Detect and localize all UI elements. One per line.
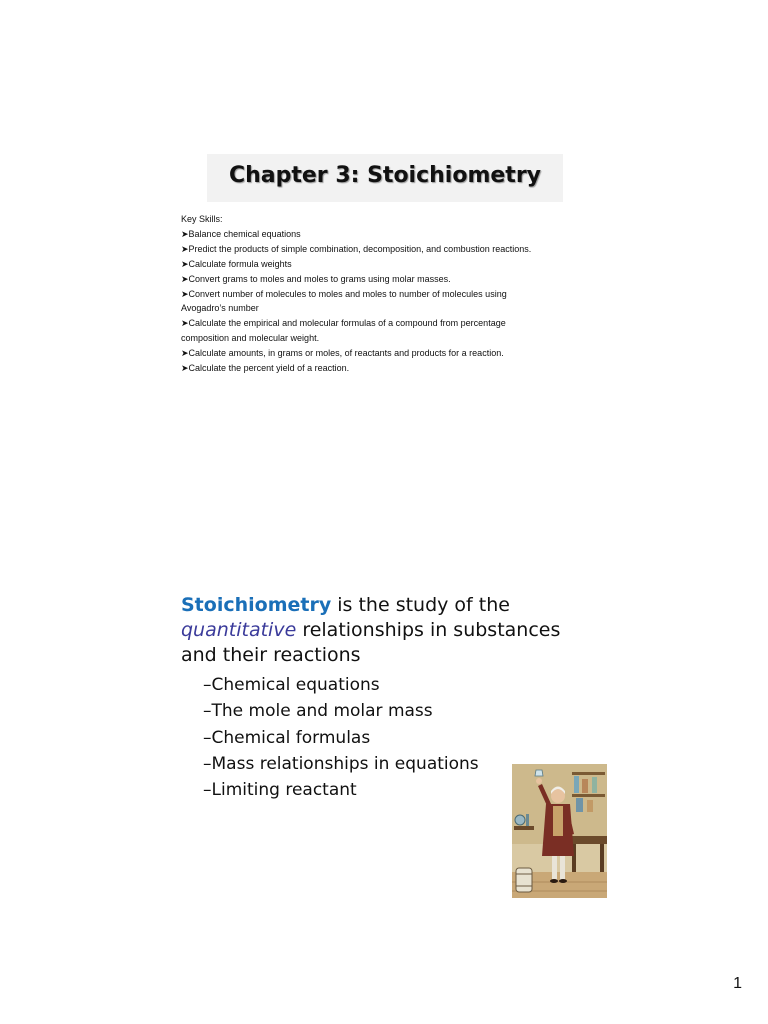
topics-list bbox=[203, 672, 503, 803]
emphasis-quantitative: quantitative bbox=[181, 619, 297, 641]
definition-text: relationships in substances and their reactions bbox=[181, 619, 561, 666]
topic-item: –Mass relationships in equations bbox=[203, 753, 479, 774]
skill-text: Calculate the percent yield of a reaction. bbox=[188, 363, 350, 374]
topic-item: –Chemical equations bbox=[203, 675, 380, 695]
skill-item bbox=[181, 257, 581, 272]
arrow-bullet-icon: ➤ bbox=[181, 348, 189, 359]
key-skills-list bbox=[181, 212, 581, 376]
key-skills-heading: Key Skills: bbox=[181, 214, 223, 224]
page-title: Chapter 3: Stoichiometry bbox=[228, 163, 542, 188]
skill-item-continuation: Avogadro’s number bbox=[181, 303, 259, 314]
skill-text: Convert grams to moles and moles to grams using molar masses. bbox=[188, 273, 451, 284]
definition-text: is the study of the bbox=[331, 594, 510, 616]
topic-item: –Chemical formulas bbox=[203, 727, 371, 748]
skill-item bbox=[181, 242, 581, 257]
arrow-bullet-icon: ➤ bbox=[181, 288, 189, 299]
page-number: 1 bbox=[733, 975, 742, 992]
chemist-illustration bbox=[512, 764, 607, 898]
skill-item bbox=[181, 227, 581, 242]
skill-text: Calculate formula weights bbox=[188, 258, 292, 269]
skill-item-continuation: composition and molecular weight. bbox=[181, 333, 320, 344]
skill-item bbox=[181, 361, 581, 376]
skill-text: Calculate the empirical and molecular formulas of a compound from percentage bbox=[188, 318, 506, 329]
skill-text: Balance chemical equations bbox=[188, 228, 301, 239]
skill-item bbox=[181, 272, 581, 287]
skill-text: Convert number of molecules to moles and moles to number of molecules using bbox=[188, 288, 507, 299]
definition-paragraph bbox=[181, 593, 601, 668]
term-stoichiometry: Stoichiometry bbox=[181, 594, 332, 616]
arrow-bullet-icon: ➤ bbox=[181, 273, 189, 284]
skill-item bbox=[181, 287, 581, 302]
skill-text: Predict the products of simple combination, decomposition, and combustion reactions. bbox=[188, 243, 532, 254]
arrow-bullet-icon: ➤ bbox=[181, 363, 189, 374]
skill-item bbox=[181, 346, 581, 361]
arrow-bullet-icon: ➤ bbox=[181, 318, 189, 329]
arrow-bullet-icon: ➤ bbox=[181, 228, 189, 239]
skill-text: Calculate amounts, in grams or moles, of reactants and products for a reaction. bbox=[188, 348, 504, 359]
topic-item: –The mole and molar mass bbox=[203, 701, 433, 722]
skill-item bbox=[181, 316, 581, 331]
topic-item: –Limiting reactant bbox=[203, 780, 357, 801]
arrow-bullet-icon: ➤ bbox=[181, 258, 189, 269]
arrow-bullet-icon: ➤ bbox=[181, 243, 189, 254]
